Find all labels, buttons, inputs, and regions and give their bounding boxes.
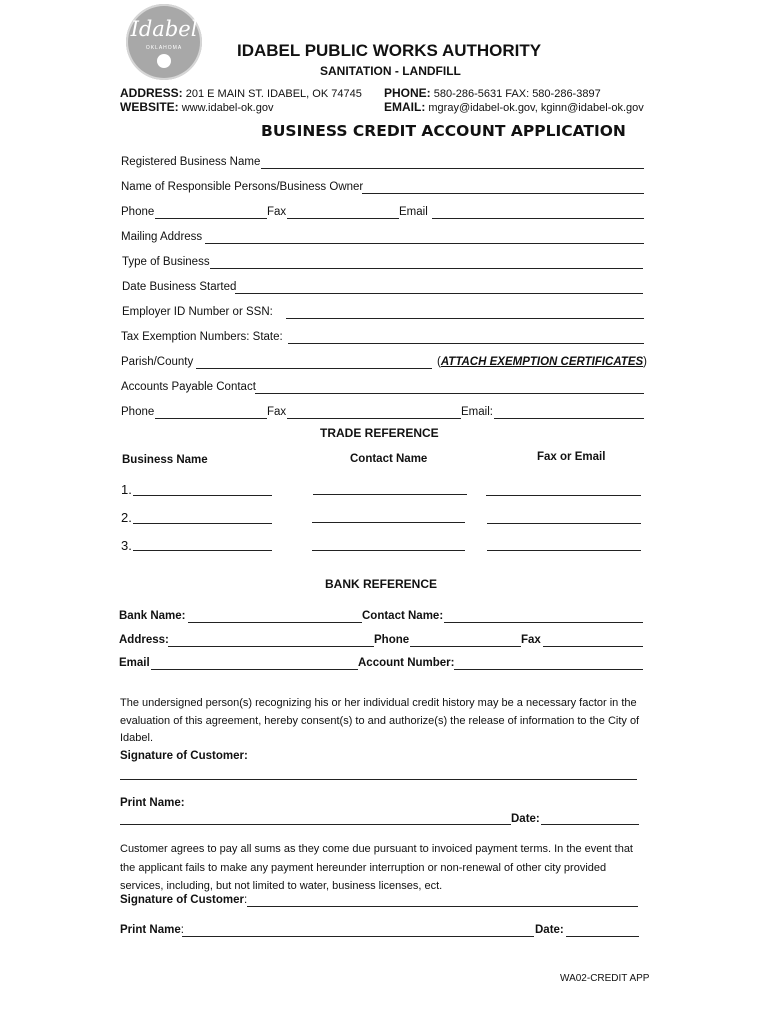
responsible-persons-label: Name of Responsible Persons/Business Owner bbox=[121, 181, 364, 193]
trade-row-2-contact[interactable] bbox=[312, 522, 465, 523]
account-number-label: Account Number: bbox=[358, 657, 455, 669]
attach-note-open-paren: ( bbox=[437, 356, 441, 368]
responsible-persons-field[interactable] bbox=[362, 193, 644, 194]
attach-exemption-note bbox=[437, 356, 647, 368]
phone-label: PHONE: bbox=[384, 86, 431, 100]
payment-signature-field[interactable] bbox=[247, 906, 638, 907]
email-value: mgray@idabel-ok.gov, kginn@idabel-ok.gov bbox=[428, 102, 644, 114]
accounts-payable-label: Accounts Payable Contact bbox=[121, 381, 256, 393]
address-label: ADDRESS: bbox=[120, 86, 183, 100]
consent-print-name-label: Print Name: bbox=[120, 797, 185, 809]
org-title: IDABEL PUBLIC WORKS AUTHORITY bbox=[237, 41, 542, 60]
form-title: BUSINESS CREDIT ACCOUNT APPLICATION bbox=[261, 122, 626, 140]
accounts-payable-field[interactable] bbox=[255, 393, 644, 394]
fax-2-field[interactable] bbox=[287, 418, 461, 419]
bank-contact-name-field[interactable] bbox=[444, 622, 643, 623]
payment-signature-label-text: Signature of Customer bbox=[120, 894, 244, 906]
date-business-started-label: Date Business Started bbox=[122, 281, 237, 293]
parish-county-label: Parish/County bbox=[121, 356, 194, 368]
trade-row-1-contact[interactable] bbox=[313, 494, 467, 495]
phone-value: 580-286-5631 FAX: 580-286-3897 bbox=[433, 88, 601, 100]
col-fax-email: Fax or Email bbox=[537, 451, 606, 463]
bank-fax-field[interactable] bbox=[543, 646, 643, 647]
trade-row-2-fax-email[interactable] bbox=[487, 523, 641, 524]
trade-row-3-fax-email[interactable] bbox=[487, 550, 641, 551]
phone-label: Phone bbox=[121, 206, 155, 218]
bank-phone-label: Phone bbox=[374, 634, 410, 646]
payment-print-name-field[interactable] bbox=[182, 936, 534, 937]
email-2-label: Email: bbox=[461, 406, 493, 418]
attach-note-close-paren: ) bbox=[643, 356, 648, 368]
col-business-name: Business Name bbox=[122, 454, 208, 466]
type-of-business-field[interactable] bbox=[210, 268, 643, 269]
form-code: WA02-CREDIT APP bbox=[560, 973, 650, 984]
tax-exemption-field[interactable] bbox=[288, 343, 644, 344]
logo-subtext: OKLAHOMA bbox=[145, 45, 183, 51]
bank-address-label: Address: bbox=[119, 634, 169, 646]
org-subtitle: SANITATION - LANDFILL bbox=[320, 64, 461, 78]
bank-reference-heading: BANK REFERENCE bbox=[325, 577, 438, 591]
trade-row-3-number: 3. bbox=[121, 538, 132, 553]
logo-script: Idabel bbox=[130, 17, 198, 41]
mailing-address-field[interactable] bbox=[205, 243, 644, 244]
bank-name-field[interactable] bbox=[188, 622, 362, 623]
col-contact-name: Contact Name bbox=[350, 453, 428, 465]
email-label: EMAIL: bbox=[384, 100, 426, 114]
address-line bbox=[120, 86, 362, 100]
website-label: WEBSITE: bbox=[120, 100, 179, 114]
email-label: Email bbox=[399, 206, 428, 218]
city-logo bbox=[126, 4, 202, 80]
payment-terms-paragraph: Customer agrees to pay all sums as they come due pursuant to invoiced payment terms. In the event that the applicant fails to make any payment hereunder interruption or non-renewal of other city provided services, including, but not limited to water, business licenses, ect. bbox=[120, 843, 633, 892]
phone-2-field[interactable] bbox=[155, 418, 267, 419]
bank-phone-field[interactable] bbox=[410, 646, 521, 647]
website-value: www.idabel-ok.gov bbox=[181, 102, 274, 114]
registered-business-name-field[interactable] bbox=[261, 168, 644, 169]
website-line bbox=[120, 100, 273, 114]
payment-print-name-colon: : bbox=[180, 924, 184, 936]
mailing-address-label: Mailing Address bbox=[121, 231, 203, 243]
address-value: 201 E MAIN ST. IDABEL, OK 74745 bbox=[185, 88, 362, 100]
fax-label: Fax bbox=[267, 206, 287, 218]
logo-seal-icon bbox=[157, 54, 171, 68]
consent-print-name-field[interactable] bbox=[120, 824, 511, 825]
employer-id-label: Employer ID Number or SSN: bbox=[122, 306, 273, 318]
phone-field[interactable] bbox=[155, 218, 267, 219]
email-2-field[interactable] bbox=[494, 418, 644, 419]
payment-signature-label bbox=[120, 894, 247, 906]
consent-paragraph: The undersigned person(s) recognizing his or her individual credit history may be a necessary factor in the evaluation of this agreement, hereby consent(s) to and authorize(s) the release of information to the City of Idabel. bbox=[120, 697, 640, 744]
trade-row-3-business[interactable] bbox=[133, 550, 272, 551]
bank-name-label: Bank Name: bbox=[119, 610, 186, 622]
phone-line bbox=[384, 86, 601, 100]
attach-exemption-text: ATTACH EXEMPTION CERTIFICATES bbox=[440, 356, 644, 368]
payment-date-label: Date: bbox=[535, 924, 564, 936]
consent-date-label: Date: bbox=[511, 813, 540, 825]
payment-print-name-label-text: Print Name bbox=[120, 924, 181, 936]
trade-row-2-business[interactable] bbox=[133, 523, 272, 524]
consent-signature-field[interactable] bbox=[120, 779, 637, 780]
email-field[interactable] bbox=[432, 218, 644, 219]
trade-row-1-number: 1. bbox=[121, 482, 132, 497]
bank-email-label: Email bbox=[119, 657, 150, 669]
registered-business-name-label: Registered Business Name bbox=[121, 156, 261, 168]
email-line bbox=[384, 100, 644, 114]
consent-signature-label: Signature of Customer: bbox=[120, 750, 248, 762]
bank-fax-label: Fax bbox=[521, 634, 541, 646]
payment-print-name-label bbox=[120, 924, 184, 936]
bank-email-field[interactable] bbox=[151, 669, 358, 670]
payment-date-field[interactable] bbox=[566, 936, 639, 937]
trade-row-1-business[interactable] bbox=[133, 495, 272, 496]
bank-contact-name-label: Contact Name: bbox=[362, 610, 444, 622]
trade-reference-heading: TRADE REFERENCE bbox=[320, 426, 439, 440]
date-business-started-field[interactable] bbox=[235, 293, 643, 294]
tax-exemption-label: Tax Exemption Numbers: State: bbox=[121, 331, 283, 343]
fax-2-label: Fax bbox=[267, 406, 287, 418]
fax-field[interactable] bbox=[287, 218, 399, 219]
parish-county-field[interactable] bbox=[196, 368, 432, 369]
type-of-business-label: Type of Business bbox=[122, 256, 210, 268]
payment-signature-colon: : bbox=[243, 894, 248, 906]
phone-2-label: Phone bbox=[121, 406, 155, 418]
consent-date-field[interactable] bbox=[541, 824, 639, 825]
bank-address-field[interactable] bbox=[168, 646, 374, 647]
employer-id-field[interactable] bbox=[286, 318, 644, 319]
trade-row-1-fax-email[interactable] bbox=[486, 495, 641, 496]
trade-row-3-contact[interactable] bbox=[312, 550, 465, 551]
trade-row-2-number: 2. bbox=[121, 510, 132, 525]
account-number-field[interactable] bbox=[454, 669, 643, 670]
